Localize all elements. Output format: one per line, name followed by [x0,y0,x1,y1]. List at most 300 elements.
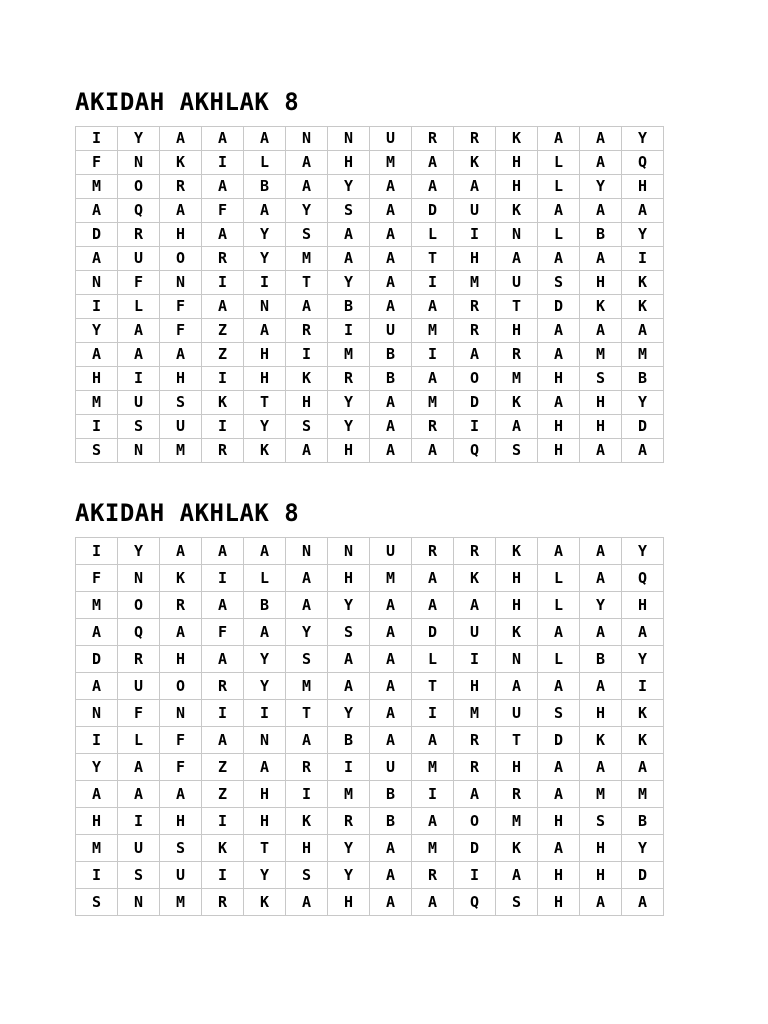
grid-cell: T [244,835,286,862]
grid-cell: L [538,646,580,673]
grid-cell: N [76,700,118,727]
grid-cell: R [496,343,538,367]
grid-row [76,415,664,439]
grid-cell: Y [118,538,160,565]
grid-cell: R [328,367,370,391]
grid-cell: T [244,391,286,415]
grid-cell: A [370,619,412,646]
grid-cell: S [160,391,202,415]
grid-cell: A [538,127,580,151]
grid-cell: K [622,727,664,754]
grid-cell: F [76,151,118,175]
grid-cell: A [244,319,286,343]
grid-cell: N [160,700,202,727]
grid-cell: U [160,862,202,889]
grid-row [76,151,664,175]
grid-cell: F [202,619,244,646]
grid-cell: R [454,319,496,343]
grid-cell: R [454,127,496,151]
grid-cell: L [412,223,454,247]
grid-cell: U [370,127,412,151]
grid-cell: L [538,151,580,175]
grid-cell: S [496,439,538,463]
grid-cell: A [580,619,622,646]
grid-cell: U [454,619,496,646]
grid-cell: I [244,700,286,727]
grid-cell: Y [244,673,286,700]
grid-cell: A [202,295,244,319]
grid-cell: A [118,781,160,808]
grid-row [76,247,664,271]
grid-cell: A [286,727,328,754]
grid-cell: A [202,223,244,247]
grid-cell: A [580,319,622,343]
grid-cell: N [286,538,328,565]
grid-cell: K [454,151,496,175]
grid-cell: Q [622,151,664,175]
grid-cell: I [202,565,244,592]
grid-cell: A [622,619,664,646]
grid-cell: L [244,565,286,592]
grid-cell: L [244,151,286,175]
grid-cell: A [328,646,370,673]
grid-cell: O [118,592,160,619]
grid-cell: S [76,889,118,916]
grid-cell: F [160,727,202,754]
grid-cell: A [538,538,580,565]
grid-cell: H [328,151,370,175]
grid-cell: Y [328,391,370,415]
grid-cell: H [244,343,286,367]
grid-cell: A [496,415,538,439]
grid-cell: U [118,835,160,862]
grid-cell: H [580,271,622,295]
grid-cell: A [76,247,118,271]
grid-cell: M [580,343,622,367]
grid-cell: U [160,415,202,439]
grid-cell: I [454,223,496,247]
grid-cell: Y [244,415,286,439]
grid-cell: H [538,415,580,439]
grid-cell: A [622,199,664,223]
grid-cell: F [160,295,202,319]
grid-cell: N [76,271,118,295]
grid-cell: A [76,781,118,808]
grid-cell: B [622,367,664,391]
grid-cell: Z [202,319,244,343]
grid-cell: I [412,700,454,727]
grid-cell: M [370,565,412,592]
grid-cell: S [286,862,328,889]
grid-row [76,127,664,151]
grid-cell: U [496,271,538,295]
grid-row [76,835,664,862]
grid-cell: A [286,295,328,319]
grid-cell: A [286,889,328,916]
grid-cell: A [580,247,622,271]
grid-cell: H [244,808,286,835]
grid-cell: F [160,754,202,781]
grid-row [76,619,664,646]
grid-cell: A [118,319,160,343]
grid-cell: A [244,127,286,151]
grid-cell: K [160,565,202,592]
grid-cell: K [496,538,538,565]
grid-cell: I [286,343,328,367]
grid-cell: H [580,391,622,415]
grid-cell: M [412,319,454,343]
grid-cell: R [454,295,496,319]
grid-cell: I [76,295,118,319]
grid-cell: B [370,808,412,835]
grid-cell: A [202,646,244,673]
grid-cell: A [244,199,286,223]
grid-cell: B [244,175,286,199]
grid-cell: S [118,415,160,439]
grid-cell: A [454,175,496,199]
grid-row [76,367,664,391]
grid-cell: M [76,592,118,619]
grid-cell: A [454,781,496,808]
grid-cell: A [370,223,412,247]
grid-cell: B [370,367,412,391]
grid-row [76,754,664,781]
grid-cell: A [76,673,118,700]
grid-cell: A [538,673,580,700]
grid-cell: K [496,835,538,862]
grid-cell: Y [622,835,664,862]
grid-cell: Q [118,199,160,223]
grid-cell: A [370,439,412,463]
grid-cell: A [286,592,328,619]
grid-cell: H [496,592,538,619]
grid-cell: H [76,367,118,391]
grid-row [76,781,664,808]
grid-cell: K [580,295,622,319]
grid-cell: H [496,175,538,199]
grid-cell: L [538,565,580,592]
grid-cell: R [202,673,244,700]
grid-cell: I [76,862,118,889]
grid-cell: A [244,754,286,781]
grid-cell: A [328,223,370,247]
grid-cell: Y [76,319,118,343]
grid-cell: R [118,223,160,247]
grid-cell: I [454,415,496,439]
grid-cell: U [370,754,412,781]
grid-cell: R [118,646,160,673]
grid-cell: K [580,727,622,754]
grid-cell: A [496,673,538,700]
grid-cell: M [412,391,454,415]
grid-cell: A [412,889,454,916]
grid-cell: M [496,808,538,835]
letter-grid [75,537,664,916]
grid-cell: Y [328,835,370,862]
grid-cell: A [370,673,412,700]
grid-cell: A [160,199,202,223]
grid-cell: Y [328,175,370,199]
grid-cell: R [286,319,328,343]
grid-cell: Z [202,343,244,367]
grid-cell: N [160,271,202,295]
grid-cell: M [286,247,328,271]
grid-cell: R [202,439,244,463]
grid-cell: R [328,808,370,835]
grid-cell: R [160,175,202,199]
grid-cell: D [412,199,454,223]
grid-cell: A [370,700,412,727]
grid-cell: I [328,319,370,343]
grid-cell: M [160,439,202,463]
grid-cell: A [496,862,538,889]
grid-row [76,808,664,835]
grid-cell: H [580,415,622,439]
grid-cell: R [496,781,538,808]
grid-cell: I [76,727,118,754]
grid-cell: H [244,781,286,808]
grid-row [76,565,664,592]
grid-cell: A [370,175,412,199]
grid-cell: A [370,295,412,319]
grid-cell: S [328,619,370,646]
grid-row [76,175,664,199]
grid-cell: A [412,808,454,835]
grid-cell: N [118,151,160,175]
grid-cell: U [118,391,160,415]
grid-cell: Q [454,439,496,463]
grid-cell: H [496,319,538,343]
grid-cell: S [118,862,160,889]
grid-cell: A [76,619,118,646]
grid-cell: Y [622,646,664,673]
puzzle-title: AKIDAH AKHLAK 8 [75,499,300,527]
grid-cell: I [412,781,454,808]
grid-row [76,862,664,889]
grid-cell: H [496,754,538,781]
grid-cell: O [454,367,496,391]
grid-cell: A [328,673,370,700]
grid-cell: A [412,727,454,754]
grid-cell: A [454,592,496,619]
grid-cell: A [412,565,454,592]
grid-cell: S [580,367,622,391]
grid-cell: Y [244,223,286,247]
grid-cell: I [202,367,244,391]
grid-cell: I [118,367,160,391]
grid-cell: N [244,295,286,319]
grid-cell: H [328,439,370,463]
grid-cell: M [412,835,454,862]
grid-cell: A [160,781,202,808]
grid-cell: A [580,538,622,565]
grid-cell: A [412,592,454,619]
grid-cell: I [622,247,664,271]
grid-cell: K [496,391,538,415]
grid-cell: T [412,673,454,700]
grid-cell: Z [202,781,244,808]
grid-row [76,223,664,247]
grid-row [76,343,664,367]
grid-cell: D [622,862,664,889]
grid-cell: U [118,673,160,700]
grid-cell: K [454,565,496,592]
grid-cell: D [538,295,580,319]
grid-cell: A [412,151,454,175]
grid-cell: N [118,889,160,916]
grid-cell: A [496,247,538,271]
grid-row [76,439,664,463]
grid-row [76,538,664,565]
grid-cell: K [622,295,664,319]
grid-cell: H [76,808,118,835]
grid-cell: A [538,835,580,862]
grid-row [76,889,664,916]
grid-cell: U [496,700,538,727]
grid-cell: A [370,727,412,754]
grid-cell: O [118,175,160,199]
grid-cell: R [160,592,202,619]
grid-cell: H [538,889,580,916]
grid-cell: B [580,646,622,673]
grid-cell: Y [580,175,622,199]
grid-cell: U [118,247,160,271]
grid-cell: Y [328,862,370,889]
grid-cell: A [370,247,412,271]
grid-cell: I [244,271,286,295]
grid-cell: F [76,565,118,592]
grid-row [76,673,664,700]
grid-cell: R [412,127,454,151]
grid-cell: H [160,223,202,247]
grid-cell: A [412,439,454,463]
grid-cell: M [370,151,412,175]
grid-row [76,319,664,343]
grid-cell: K [160,151,202,175]
grid-cell: S [328,199,370,223]
grid-cell: A [622,889,664,916]
grid-cell: A [538,781,580,808]
grid-cell: H [454,247,496,271]
grid-cell: Y [328,415,370,439]
grid-cell: H [538,808,580,835]
grid-cell: K [286,808,328,835]
grid-cell: Z [202,754,244,781]
grid-cell: H [160,367,202,391]
grid-cell: A [76,199,118,223]
grid-cell: F [118,700,160,727]
grid-cell: Y [244,862,286,889]
grid-cell: Y [328,592,370,619]
grid-cell: K [622,271,664,295]
grid-cell: A [286,175,328,199]
grid-cell: Y [76,754,118,781]
grid-cell: A [160,127,202,151]
grid-cell: O [160,673,202,700]
grid-cell: R [454,754,496,781]
grid-cell: N [496,223,538,247]
grid-cell: K [244,889,286,916]
grid-cell: H [538,367,580,391]
grid-cell: A [202,592,244,619]
grid-cell: K [496,127,538,151]
grid-cell: A [244,538,286,565]
grid-cell: U [370,538,412,565]
grid-cell: S [76,439,118,463]
grid-cell: A [370,862,412,889]
grid-cell: S [286,415,328,439]
grid-cell: Y [286,619,328,646]
grid-cell: I [412,271,454,295]
grid-cell: R [412,415,454,439]
grid-cell: I [412,343,454,367]
grid-cell: A [580,199,622,223]
grid-cell: B [328,295,370,319]
grid-cell: M [496,367,538,391]
grid-cell: A [286,565,328,592]
grid-cell: R [454,727,496,754]
grid-cell: D [538,727,580,754]
grid-cell: S [496,889,538,916]
grid-cell: A [538,754,580,781]
grid-cell: A [454,343,496,367]
grid-cell: M [580,781,622,808]
grid-cell: A [370,889,412,916]
grid-cell: I [202,700,244,727]
grid-cell: N [118,439,160,463]
grid-cell: B [580,223,622,247]
grid-cell: A [328,247,370,271]
grid-cell: N [286,127,328,151]
grid-cell: D [622,415,664,439]
grid-cell: Y [622,223,664,247]
grid-cell: Y [622,538,664,565]
grid-cell: M [76,835,118,862]
grid-cell: H [160,646,202,673]
grid-cell: I [454,646,496,673]
grid-cell: N [496,646,538,673]
grid-cell: A [202,727,244,754]
grid-cell: I [76,127,118,151]
grid-cell: H [496,151,538,175]
grid-cell: L [118,295,160,319]
grid-cell: K [244,439,286,463]
grid-cell: K [496,199,538,223]
grid-cell: A [160,343,202,367]
grid-cell: H [538,862,580,889]
grid-cell: B [244,592,286,619]
grid-cell: I [202,862,244,889]
grid-cell: S [580,808,622,835]
grid-cell: K [622,700,664,727]
grid-cell: A [412,175,454,199]
grid-row [76,271,664,295]
grid-cell: Y [622,127,664,151]
grid-cell: A [580,565,622,592]
grid-cell: A [580,889,622,916]
grid-cell: Y [580,592,622,619]
grid-cell: A [370,391,412,415]
grid-cell: T [286,700,328,727]
grid-cell: Y [244,646,286,673]
grid-cell: U [370,319,412,343]
grid-cell: A [580,151,622,175]
grid-cell: I [202,415,244,439]
grid-cell: A [370,415,412,439]
grid-cell: A [538,199,580,223]
grid-cell: B [328,727,370,754]
grid-cell: F [118,271,160,295]
